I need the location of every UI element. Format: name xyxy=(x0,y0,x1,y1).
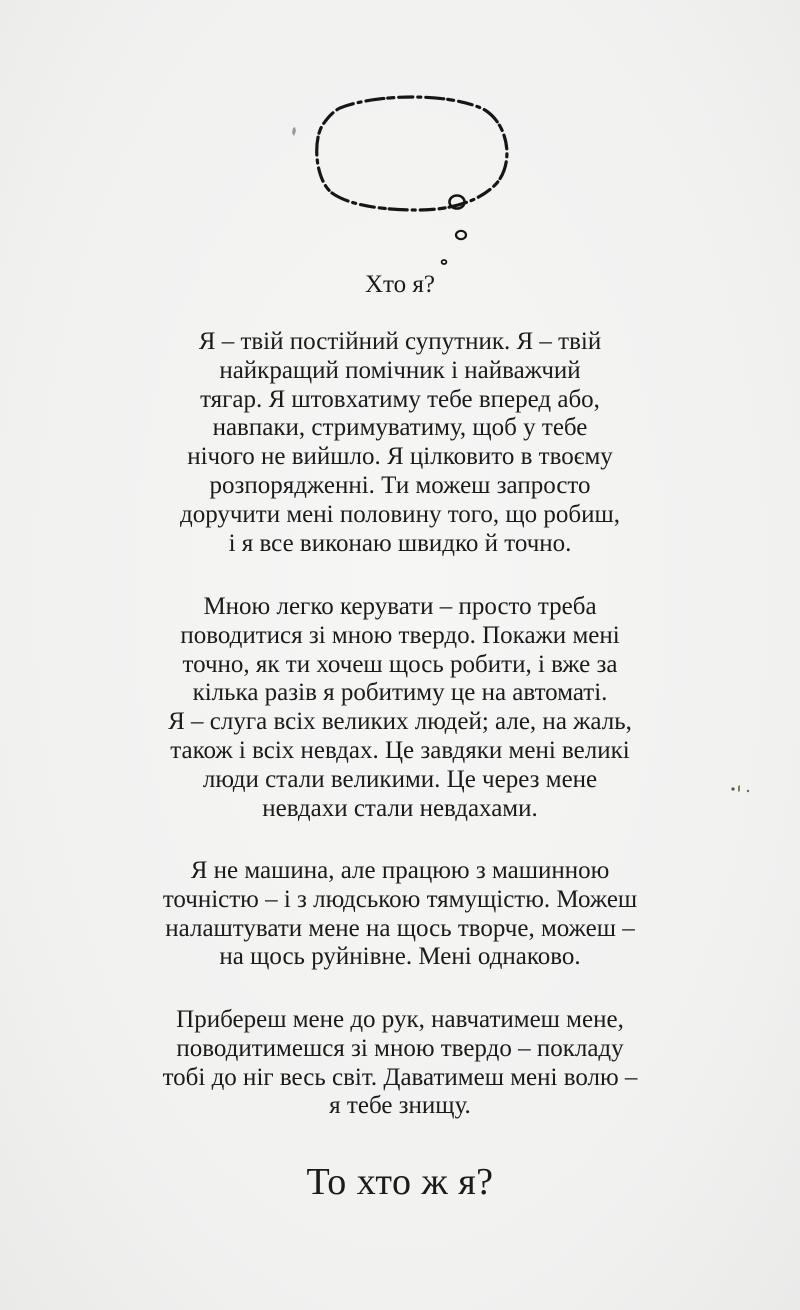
paragraph-2 xyxy=(0,593,800,823)
paragraph-line: Я – слуга всіх великих людей; але, на жаль, xyxy=(168,708,632,736)
paragraph-line: Прибереш мене до рук, навчатимеш мене, xyxy=(176,1006,624,1033)
paragraph-line: точно, як ти хочеш щось робити, і вже за xyxy=(182,650,618,678)
paragraph-line: поводитися зі мною твердо. Покажи мені xyxy=(180,621,620,649)
print-speck-icon xyxy=(290,126,300,138)
paragraph-line: люди стали великими. Це через мене xyxy=(202,765,598,793)
paragraph-line: тобі до ніг весь світ. Даватимеш мені волю – xyxy=(162,1063,638,1091)
paragraph-line: невдахи стали невдахами. xyxy=(262,794,538,822)
thought-bubble-icon xyxy=(300,88,520,278)
paragraph-line: кілька разів я робитиму це на автоматі. xyxy=(192,679,608,707)
paragraph-line: Я не машина, але працюю з машинною xyxy=(190,857,610,884)
paragraph-line: і я все виконаю швидко й точно. xyxy=(228,529,572,557)
paragraph-3 xyxy=(0,857,800,972)
paragraph-line: навпаки, стримуватиму, щоб у тебе xyxy=(212,414,588,442)
paragraph-line: також і всіх невдах. Це завдяки мені великі xyxy=(170,736,630,764)
question-heading xyxy=(0,271,800,300)
paragraph-line: налаштувати мене на щось творче, можеш – xyxy=(165,914,635,942)
paragraph-line: найкращий помічник і найважчий xyxy=(219,356,581,384)
paragraph-line: тягар. Я штовхатиму тебе вперед або, xyxy=(200,385,600,413)
paragraph-line: Мною легко керувати – просто треба xyxy=(203,593,597,620)
paragraph-line: доручити мені половину того, що робиш, xyxy=(179,500,621,528)
paragraph-line: поводитимешся зі мною твердо – покладу xyxy=(176,1034,624,1062)
paragraph-4 xyxy=(0,1006,800,1121)
paragraph-1 xyxy=(0,328,800,558)
paragraph-line: на щось руйнівне. Мені однаково. xyxy=(219,943,581,971)
closing-question: То хто ж я? xyxy=(306,1161,494,1203)
paragraph-line: точністю – і з людською тямущістю. Можеш xyxy=(162,885,638,913)
question-text: Хто я? xyxy=(365,271,435,298)
paragraph-line: Я – твій постійний супутник. Я – твій xyxy=(198,328,602,355)
paragraph-line: я тебе знищу. xyxy=(329,1092,471,1120)
paragraph-line: нічого не вийшло. Я цілковито в твоєму xyxy=(187,443,613,471)
paragraph-line: розпорядженні. Ти можеш запросто xyxy=(209,471,591,499)
